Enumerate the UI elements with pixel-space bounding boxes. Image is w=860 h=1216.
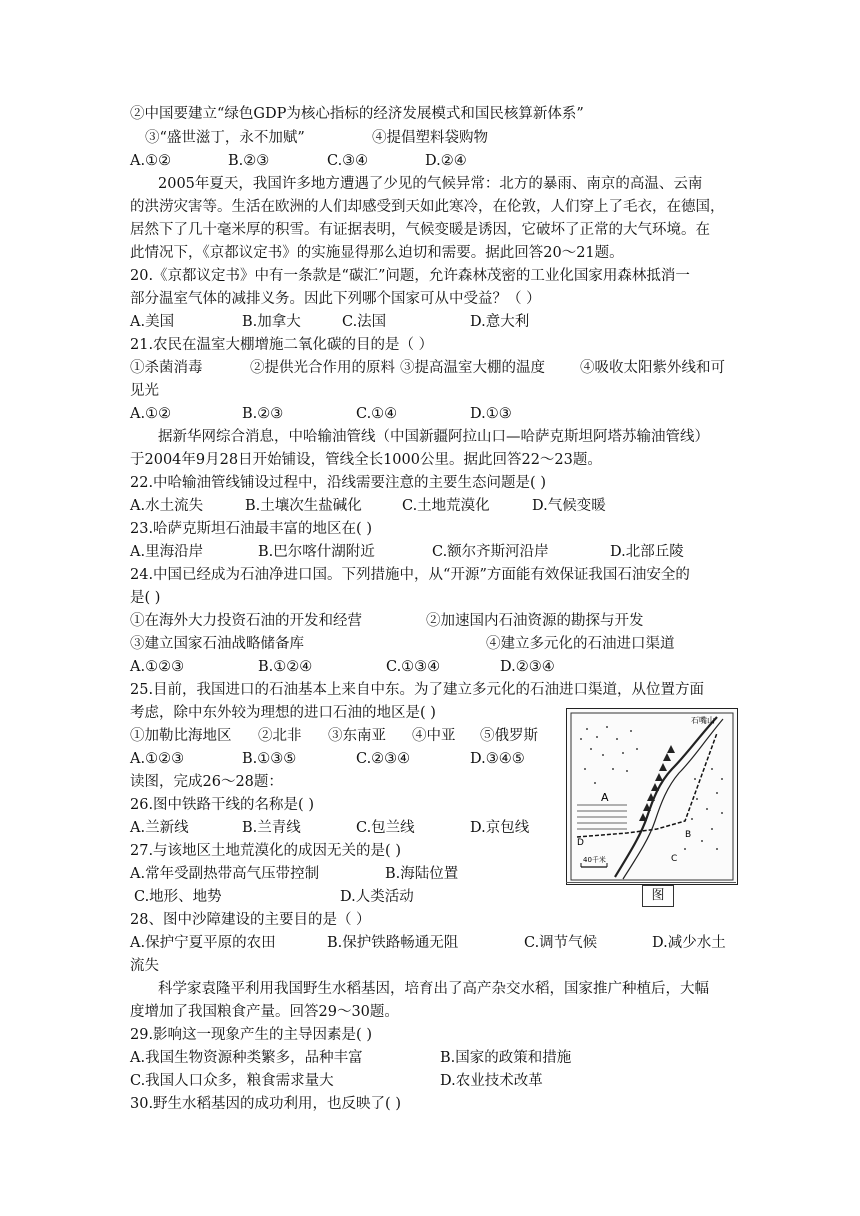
q20-option-a: A.美国: [130, 314, 175, 330]
question-30: 30.野生水稻基因的成功利用，也反映了( ): [130, 1096, 401, 1112]
q27-option-d: D.人类活动: [340, 889, 414, 905]
q25-option-c: C.②③④: [356, 751, 411, 767]
q19-option-d: D.②④: [425, 153, 467, 169]
label-b: B: [685, 830, 692, 840]
question-22: 22.中哈输油管线铺设过程中，沿线需要注意的主要生态问题是( ): [130, 475, 546, 491]
map-figure: [566, 708, 738, 885]
q25-stmt-3: ③东南亚: [328, 728, 386, 744]
line-2a: ③“盛世滋丁，永不加赋”: [145, 130, 305, 146]
label-d: D: [577, 838, 584, 848]
q24-option-a: A.①②③: [130, 659, 185, 675]
q22-option-d: D.气候变暖: [532, 498, 606, 514]
plain-area: [577, 805, 627, 829]
q25-option-a: A.①②③: [130, 751, 185, 767]
q21-stmt-2: ②提供光合作用的原料: [250, 360, 395, 376]
q27-option-c: C.地形、地势: [134, 889, 222, 905]
para-3: 科学家袁隆平利用我国野生水稻基因，培育出了高产杂交水稻，国家推广种植后，大幅: [158, 981, 709, 997]
label-a: A: [601, 791, 609, 804]
q24-stmt-3: ③建立国家石油战略储备库: [130, 636, 304, 652]
question-20: 部分温室气体的减排义务。因此下列哪个国家可从中受益？（ ）: [130, 291, 541, 307]
q25-option-b: B.①③⑤: [242, 751, 297, 767]
question-23: 23.哈萨克斯坦石油最丰富的地区在( ): [130, 521, 372, 537]
q21-option-d: D.①③: [470, 406, 512, 422]
q22-option-c: C.土地荒漠化: [402, 498, 490, 514]
scale-label: 40千米: [583, 856, 606, 864]
q23-option-d: D.北部丘陵: [610, 544, 684, 560]
q26-option-b: B.兰青线: [242, 820, 301, 836]
q24-stmt-1: ①在海外大力投资石油的开发和经营: [130, 613, 362, 629]
q28-option-d-cont: 流失: [130, 958, 159, 974]
q26-option-c: C.包兰线: [356, 820, 415, 836]
q27-option-b: B.海陆位置: [385, 866, 459, 882]
q21-option-b: B.②③: [242, 406, 284, 422]
q20-option-b: B.加拿大: [242, 314, 301, 330]
q29-option-a: A.我国生物资源种类繁多，品种丰富: [130, 1050, 363, 1066]
q29-option-c: C.我国人口众多，粮食需求量大: [130, 1073, 334, 1089]
question-25: 考虑，除中东外较为理想的进口石油的地区是( ): [130, 705, 436, 721]
question-24: 是( ): [130, 590, 161, 606]
river-line: [615, 717, 717, 877]
q20-option-c: C.法国: [342, 314, 387, 330]
railway-line: [577, 733, 717, 837]
question-26: 26.图中铁路干线的名称是( ): [130, 797, 314, 813]
q23-option-a: A.里海沿岸: [130, 544, 204, 560]
question-20: 20.《京都议定书》中有一条款是“碳汇”问题，允许森林茂密的工业化国家用森林抵消一: [130, 268, 690, 284]
q21-option-a: A.①②: [130, 406, 172, 422]
para-1: 的洪涝灾害等。生活在欧洲的人们却感受到天如此寒冷，在伦敦，人们穿上了毛衣，在德国，: [130, 199, 725, 215]
q29-option-d: D.农业技术改革: [440, 1073, 543, 1089]
question-27: 27.与该地区土地荒漠化的成因无关的是( ): [130, 843, 401, 859]
q22-option-a: A.水土流失: [130, 498, 204, 514]
q28-option-a: A.保护宁夏平原的农田: [130, 935, 276, 951]
q19-option-c: C.③④: [327, 153, 369, 169]
q22-option-b: B.土壤次生盐碱化: [245, 498, 362, 514]
question-28: 28、图中沙障建设的主要目的是（ ）: [130, 912, 371, 928]
question-21: 21.农民在温室大棚增施二氧化碳的目的是（ ）: [130, 337, 434, 353]
q19-option-a: A.①②: [130, 153, 172, 169]
q25-stmt-4: ④中亚: [412, 728, 456, 744]
q25-stmt-2: ②北非: [258, 728, 302, 744]
line-1: ②中国要建立“绿色GDP为核心指标的经济发展模式和国民核算新体系”: [130, 106, 584, 122]
q24-stmt-4: ④建立多元化的石油进口渠道: [486, 636, 675, 652]
q26-option-d: D.京包线: [470, 820, 530, 836]
question-24: 24.中国已经成为石油净进口国。下列措施中，从“开源”方面能有效保证我国石油安全的: [130, 567, 690, 583]
q26-option-a: A.兰新线: [130, 820, 189, 836]
q21-option-c: C.①④: [356, 406, 398, 422]
read-map-intro: 读图，完成26～28题：: [130, 774, 283, 790]
q21-stmt-4-cont: 见光: [130, 383, 159, 399]
para-3: 度增加了我国粮食产量。回答29～30题。: [130, 1004, 399, 1020]
q28-option-b: B.保护铁路畅通无阻: [327, 935, 459, 951]
q21-stmt-3: ③提高温室大棚的温度: [400, 360, 545, 376]
q25-stmt-5: ⑤俄罗斯: [480, 728, 538, 744]
figure-caption: 图: [642, 885, 674, 907]
figure-divider: [566, 882, 736, 883]
map-place-name: 石嘴山: [691, 716, 715, 725]
q20-option-d: D.意大利: [470, 314, 530, 330]
q23-option-b: B.巴尔喀什湖附近: [258, 544, 375, 560]
q28-option-d: D.减少水土: [652, 935, 726, 951]
q24-stmt-2: ②加速国内石油资源的勘探与开发: [426, 613, 644, 629]
q24-option-c: C.①③④: [386, 659, 441, 675]
q21-stmt-4: ④吸收太阳紫外线和可: [580, 360, 725, 376]
para-2: 据新华网综合消息，中哈输油管线（中国新疆阿拉山口—哈萨克斯坦阿塔苏输油管线）: [158, 429, 709, 445]
q23-option-c: C.额尔齐斯河沿岸: [432, 544, 549, 560]
mountain-range: [639, 745, 675, 821]
q24-option-d: D.②③④: [500, 659, 555, 675]
q21-stmt-1: ①杀菌消毒: [130, 360, 203, 376]
q19-option-b: B.②③: [228, 153, 270, 169]
q28-option-c: C.调节气候: [524, 935, 598, 951]
para-2: 于2004年9月28日开始铺设，管线全长1000公里。据此回答22～23题。: [130, 452, 602, 468]
q25-stmt-1: ①加勒比海地区: [130, 728, 232, 744]
q29-option-b: B.国家的政策和措施: [440, 1050, 572, 1066]
para-1: 此情况下，《京都议定书》的实施显得那么迫切和需要。据此回答20～21题。: [130, 245, 624, 261]
q24-option-b: B.①②④: [258, 659, 313, 675]
question-29: 29.影响这一现象产生的主导因素是( ): [130, 1027, 372, 1043]
q25-option-d: D.③④⑤: [470, 751, 525, 767]
para-1: 2005年夏天，我国许多地方遭遇了少见的气候异常：北方的暴雨、南京的高温、云南: [158, 176, 703, 192]
map-illustration: [567, 709, 737, 884]
para-1: 居然下了几十毫米厚的积雪。有证据表明，气候变暖是诱因，它破坏了正常的大气环境。在: [130, 222, 710, 238]
line-2b: ④提倡塑料袋购物: [372, 130, 488, 146]
label-c: C: [671, 854, 678, 864]
question-25: 25.目前，我国进口的石油基本上来自中东。为了建立多元化的石油进口渠道，从位置方面: [130, 682, 705, 698]
q27-option-a: A.常年受副热带高气压带控制: [130, 866, 320, 882]
